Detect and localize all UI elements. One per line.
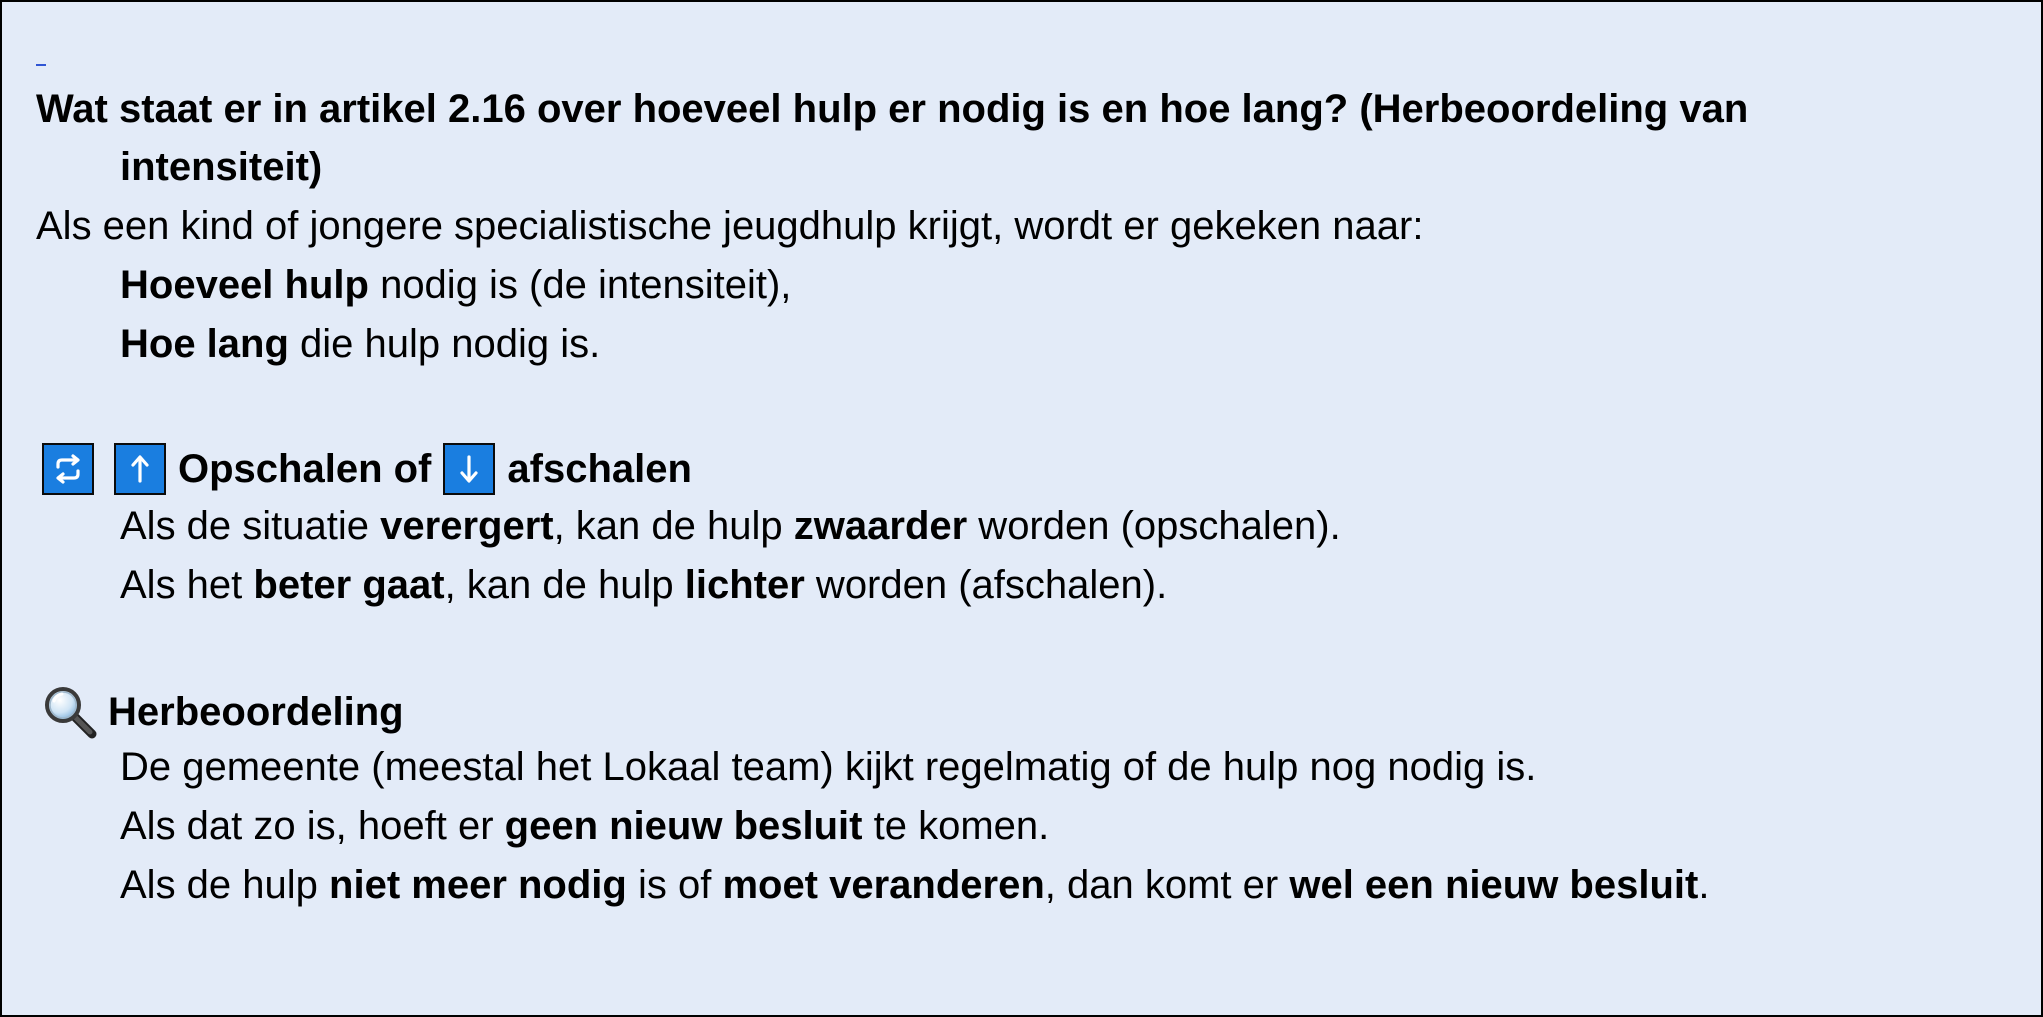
review-line-no-decision [120,802,1049,850]
scaling-line-worse-bold-2: zwaarder [793,504,968,548]
intro-item-intensity-text: nodig is (de intensiteit), [368,263,792,307]
intro-item-duration-text: die hulp nodig is. [288,322,601,366]
intro-paragraph: Als een kind of jongere specialistische jeugdhulp krijgt, wordt er gekeken naar: [36,204,1424,248]
repeat-arrows-icon [42,443,94,495]
scaling-line-worse-text-3: worden (opschalen). [967,504,1341,548]
scaling-line-better-text-3: worden (afschalen). [804,563,1168,607]
title-line-2: intensiteit) [120,145,323,189]
scaling-heading-part-1: Opschalen of [178,447,432,491]
review-line-no-decision-text-2: te komen. [862,804,1050,848]
review-heading: Herbeoordeling [108,690,404,734]
arrow-down-icon [443,443,495,495]
review-line-new-decision-bold-2: moet veranderen [722,863,1045,907]
review-line-new-decision-bold-1: niet meer nodig [329,863,627,907]
magnifying-glass-icon [42,684,98,740]
review-line-new-decision-text-3: , dan komt er [1044,863,1290,907]
scaling-line-better-bold-1: beter gaat [253,563,445,607]
section-heading-review [42,684,404,740]
scaling-line-better [120,561,1167,609]
scaling-line-worse-text-2: , kan de hulp [553,504,794,548]
intro-item-intensity [120,261,791,309]
scaling-heading-part-2: afschalen [507,447,692,491]
review-line-new-decision [120,861,1709,909]
title-line-1: Wat staat er in artikel 2.16 over hoeveel hulp er nodig is en hoe lang? (Herbeoordeling van [36,87,1749,131]
intro-item-duration [120,320,600,368]
scaling-line-better-text-1: Als het [120,563,254,607]
scaling-line-better-text-2: , kan de hulp [444,563,685,607]
review-line-new-decision-bold-3: wel een nieuw besluit [1289,863,1699,907]
review-line-new-decision-text-4: . [1698,863,1710,907]
review-line-municipality: De gemeente (meestal het Lokaal team) kijkt regelmatig of de hulp nog nodig is. [120,745,1537,789]
review-line-no-decision-text-1: Als dat zo is, hoeft er [120,804,505,848]
section-heading-scaling [42,443,692,495]
review-line-new-decision-text-2: is of [626,863,723,907]
intro-item-duration-bold: Hoe lang [120,322,289,366]
scaling-line-worse-bold-1: verergert [380,504,554,548]
anchor-link-mark[interactable] [36,64,46,66]
scaling-line-worse-text-1: Als de situatie [120,504,381,548]
scaling-line-worse [120,502,1341,550]
review-line-no-decision-bold-1: geen nieuw besluit [504,804,863,848]
arrow-up-icon [114,443,166,495]
scaling-line-better-bold-2: lichter [684,563,805,607]
review-line-new-decision-text-1: Als de hulp [120,863,330,907]
intro-item-intensity-bold: Hoeveel hulp [120,263,369,307]
